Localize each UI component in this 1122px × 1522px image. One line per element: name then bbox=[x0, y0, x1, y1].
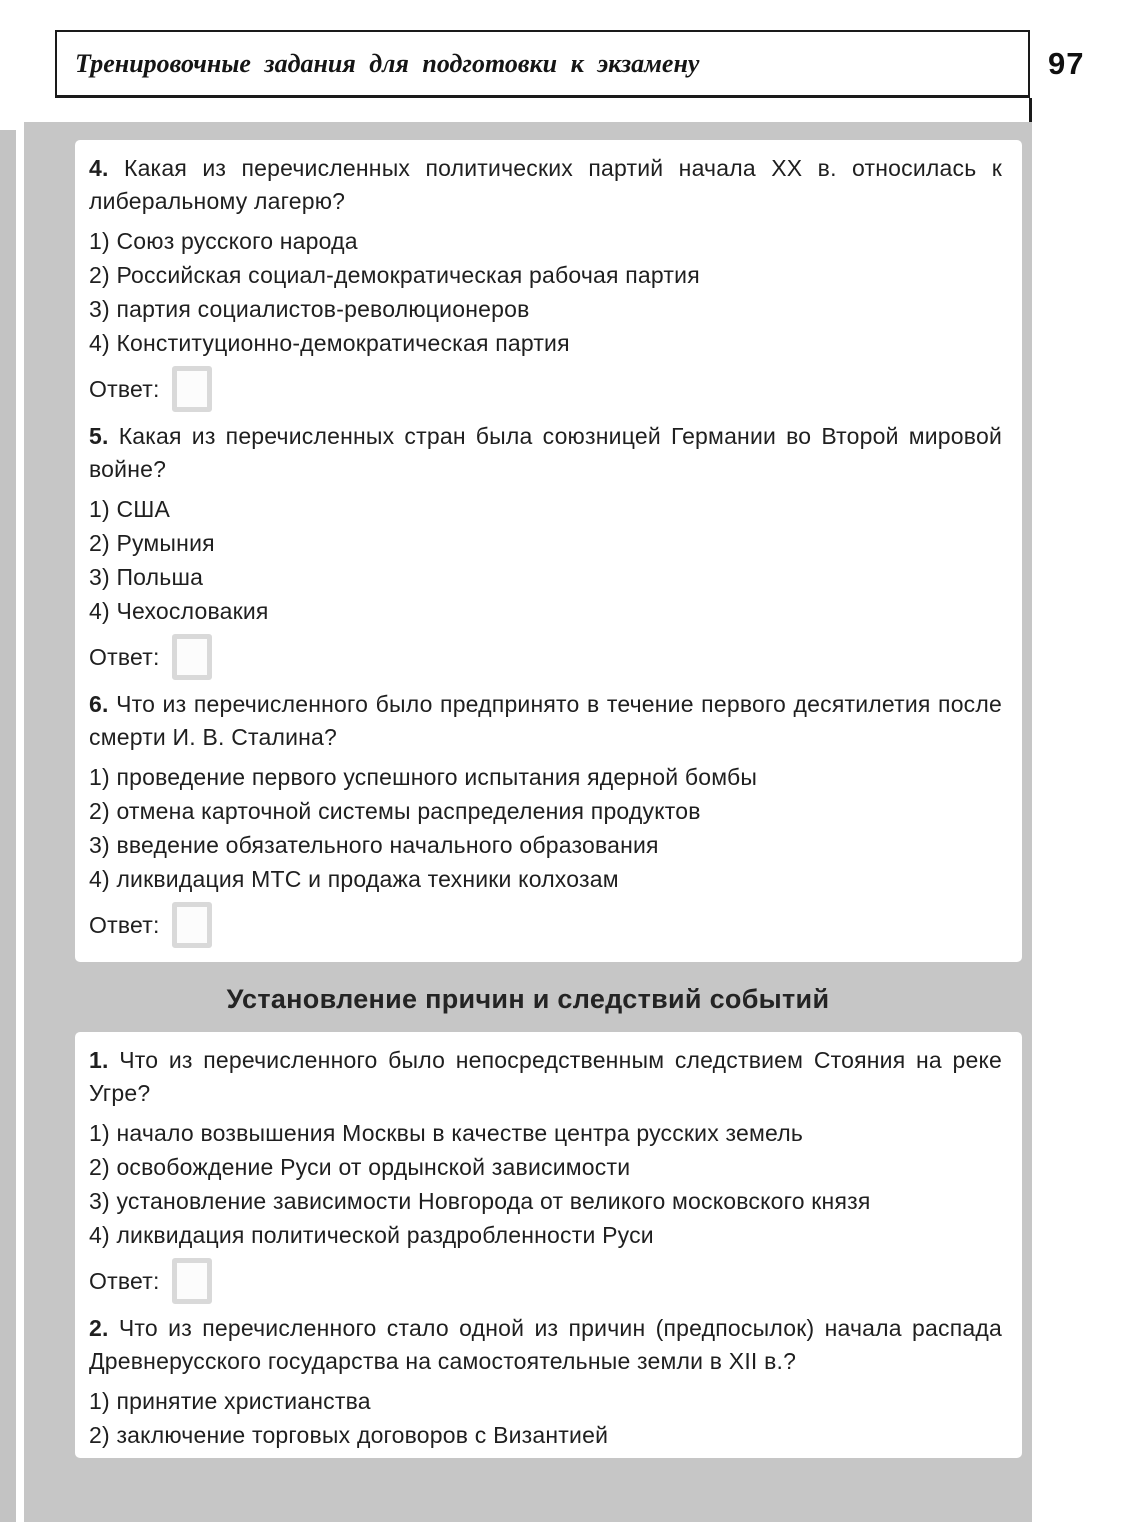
answer-label: Ответ: bbox=[89, 911, 160, 938]
option: 2) Российская социал-демократическая рабочая партия bbox=[89, 262, 700, 288]
option: 3) установление зависимости Новгорода от великого московского князя bbox=[89, 1188, 871, 1214]
question-text bbox=[89, 1312, 1002, 1378]
question-text bbox=[89, 420, 1002, 486]
option: 1) начало возвышения Москвы в качестве центра русских земель bbox=[89, 1120, 804, 1146]
option: 2) заключение торговых договоров с Византией bbox=[89, 1422, 609, 1448]
option: 4) Конституционно-демократическая партия bbox=[89, 330, 570, 356]
answer-label: Ответ: bbox=[89, 375, 160, 402]
question-body: Что из перечисленного стало одной из причин (предпосылок) начала распада Древнерусского государства на самостоятельные земли в XII в.? bbox=[89, 1315, 1002, 1374]
option: 1) США bbox=[89, 496, 171, 522]
option: 2) освобождение Руси от ордынской зависимости bbox=[89, 1154, 631, 1180]
option: 3) введение обязательного начального образования bbox=[89, 832, 659, 858]
question-number: 1. bbox=[89, 1047, 109, 1073]
answer-box bbox=[172, 902, 212, 948]
option: 4) Чехословакия bbox=[89, 598, 269, 624]
answer-box bbox=[172, 634, 212, 680]
option: 1) проведение первого успешного испытания ядерной бомбы bbox=[89, 764, 758, 790]
question-2 bbox=[89, 1312, 1002, 1452]
question-block-1 bbox=[75, 140, 1022, 962]
question-number: 4. bbox=[89, 155, 109, 181]
option: 1) принятие христианства bbox=[89, 1388, 371, 1414]
question-body: Что из перечисленного было предпринято в течение первого десятилетия после смерти И. В. Сталина? bbox=[89, 691, 1002, 750]
option: 3) Польша bbox=[89, 564, 204, 590]
question-body: Что из перечисленного было непосредственным следствием Стояния на реке Угре? bbox=[89, 1047, 1002, 1106]
question-text bbox=[89, 152, 1002, 218]
section-heading: Установление причин и следствий событий bbox=[226, 984, 830, 1014]
answer-row bbox=[89, 902, 1002, 948]
question-4 bbox=[89, 152, 1002, 412]
running-head: Тренировочные задания для подготовки к экзамену bbox=[75, 48, 700, 78]
option: 4) ликвидация политической раздробленности Руси bbox=[89, 1222, 654, 1248]
answer-label: Ответ: bbox=[89, 1267, 160, 1294]
option: 2) Румыния bbox=[89, 530, 215, 556]
page-number: 97 bbox=[1048, 46, 1085, 81]
question-6 bbox=[89, 688, 1002, 948]
question-body: Какая из перечисленных стран была союзницей Германии во Второй мировой войне? bbox=[89, 423, 1002, 482]
question-text bbox=[89, 1044, 1002, 1110]
question-1 bbox=[89, 1044, 1002, 1304]
header-right-rule bbox=[1029, 98, 1032, 124]
option: 2) отмена карточной системы распределения продуктов bbox=[89, 798, 701, 824]
answer-row bbox=[89, 634, 1002, 680]
option: 1) Союз русского народа bbox=[89, 228, 358, 254]
question-text bbox=[89, 688, 1002, 754]
answer-box bbox=[172, 1258, 212, 1304]
left-margin-strip bbox=[0, 130, 16, 1522]
question-5 bbox=[89, 420, 1002, 680]
question-number: 6. bbox=[89, 691, 109, 717]
question-block-2 bbox=[75, 1032, 1022, 1458]
page-background bbox=[24, 122, 1032, 1522]
answer-row bbox=[89, 1258, 1002, 1304]
question-number: 5. bbox=[89, 423, 109, 449]
question-body: Какая из перечисленных политических партий начала XX в. относилась к либеральному лагерю? bbox=[89, 155, 1002, 214]
answer-box bbox=[172, 366, 212, 412]
page-header bbox=[55, 30, 1030, 98]
answer-row bbox=[89, 366, 1002, 412]
option: 4) ликвидация МТС и продажа техники колхозам bbox=[89, 866, 619, 892]
question-number: 2. bbox=[89, 1315, 109, 1341]
option: 3) партия социалистов-революционеров bbox=[89, 296, 530, 322]
answer-label: Ответ: bbox=[89, 643, 160, 670]
